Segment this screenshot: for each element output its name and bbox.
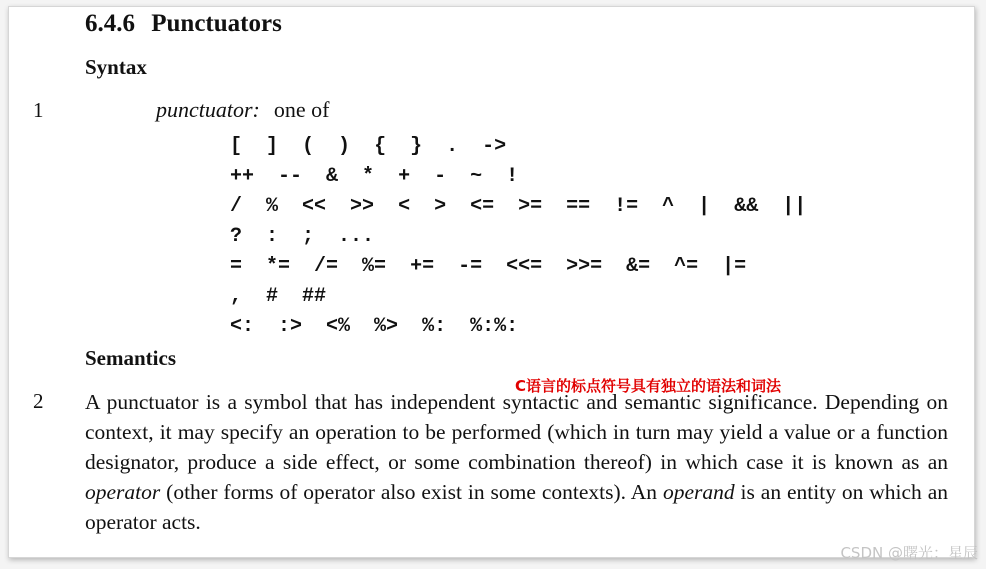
punctuator-token: ( [302,135,315,158]
punctuator-token: == [566,195,591,218]
paragraph-text: is an entity on which an operator acts. [85,480,949,534]
punctuator-token: <: [230,315,255,338]
chinese-annotation: C语言的标点符号具有独立的语法和词法 [515,377,782,395]
punctuator-token: <<= [506,255,543,278]
punctuator-token: - [434,165,447,188]
punctuator-token: ] [266,135,279,158]
punctuator-token: -> [482,135,507,158]
punctuator-token: * [362,165,375,188]
punctuator-token: > [434,195,447,218]
section-title: Punctuators [151,10,282,37]
punctuator-token: , [230,285,243,308]
punctuator-row [230,284,350,310]
punctuator-token: ## [302,285,327,308]
punctuator-token: <= [470,195,495,218]
punctuator-row [230,134,530,160]
punctuator-token: &= [626,255,651,278]
punctuator-row [230,164,542,190]
document-page [8,6,975,558]
punctuator-token: %= [362,255,387,278]
paragraph-text: A punctuator is a symbol that has independent syntactic and semantic significance. Depending on context, it may specify an operation to be performed (which in turn may yield a value or a function designator, produce a side effect, or some combination thereof) in which case it is known as an [85,390,948,474]
paragraph-text: (other forms of operator also exist in some contexts). An [160,480,663,504]
punctuator-token: { [374,135,387,158]
punctuator-token: # [266,285,279,308]
punctuator-token: ^ [662,195,675,218]
punctuator-token: *= [266,255,291,278]
punctuator-token: & [326,165,339,188]
punctuator-token: += [410,255,435,278]
punctuator-token: [ [230,135,243,158]
punctuator-token: : [266,225,279,248]
punctuator-row [230,224,398,250]
one-of-qualifier: one of [273,97,330,122]
punctuator-token: = [230,255,243,278]
nonterminal: punctuator: [156,97,260,122]
punctuator-token: << [302,195,327,218]
term-operand: operand [662,480,735,504]
punctuator-token: |= [722,255,747,278]
punctuator-row [230,194,830,220]
punctuator-token: >= [518,195,543,218]
punctuator-token: | [698,195,711,218]
syntax-rule [156,97,329,123]
punctuator-token: %:%: [470,315,519,338]
punctuator-token: >> [350,195,375,218]
punctuator-token: ~ [470,165,483,188]
watermark: CSDN @曙光：星辰 [840,544,978,562]
punctuator-token: % [266,195,279,218]
punctuator-token: %> [374,315,399,338]
punctuator-token: ! [506,165,519,188]
section-heading [85,10,282,38]
punctuator-token: /= [314,255,339,278]
punctuator-token: . [446,135,459,158]
punctuator-token: :> [278,315,303,338]
punctuator-token: < [398,195,411,218]
punctuator-row [230,254,770,280]
syntax-heading: Syntax [85,55,147,79]
punctuator-token: ++ [230,165,255,188]
section-number: 6.4.6 [85,10,135,37]
punctuator-token: && [734,195,759,218]
term-operator: operator [85,480,161,504]
punctuator-token: != [614,195,639,218]
semantics-paragraph [85,387,948,537]
punctuator-token: ^= [674,255,699,278]
paragraph-number-1: 1 [33,98,44,122]
punctuator-token: } [410,135,423,158]
punctuator-token: %: [422,315,447,338]
punctuator-token: <% [326,315,351,338]
punctuator-row [230,314,542,340]
punctuator-token: -= [458,255,483,278]
punctuator-token: || [782,195,807,218]
punctuator-token: ? [230,225,243,248]
punctuator-token: ) [338,135,351,158]
punctuator-token: ... [338,225,375,248]
paragraph-number-2: 2 [33,389,44,413]
punctuator-token: / [230,195,243,218]
punctuator-token: + [398,165,411,188]
punctuator-token: ; [302,225,315,248]
semantics-heading: Semantics [85,346,176,370]
punctuator-token: >>= [566,255,603,278]
punctuator-token: -- [278,165,303,188]
